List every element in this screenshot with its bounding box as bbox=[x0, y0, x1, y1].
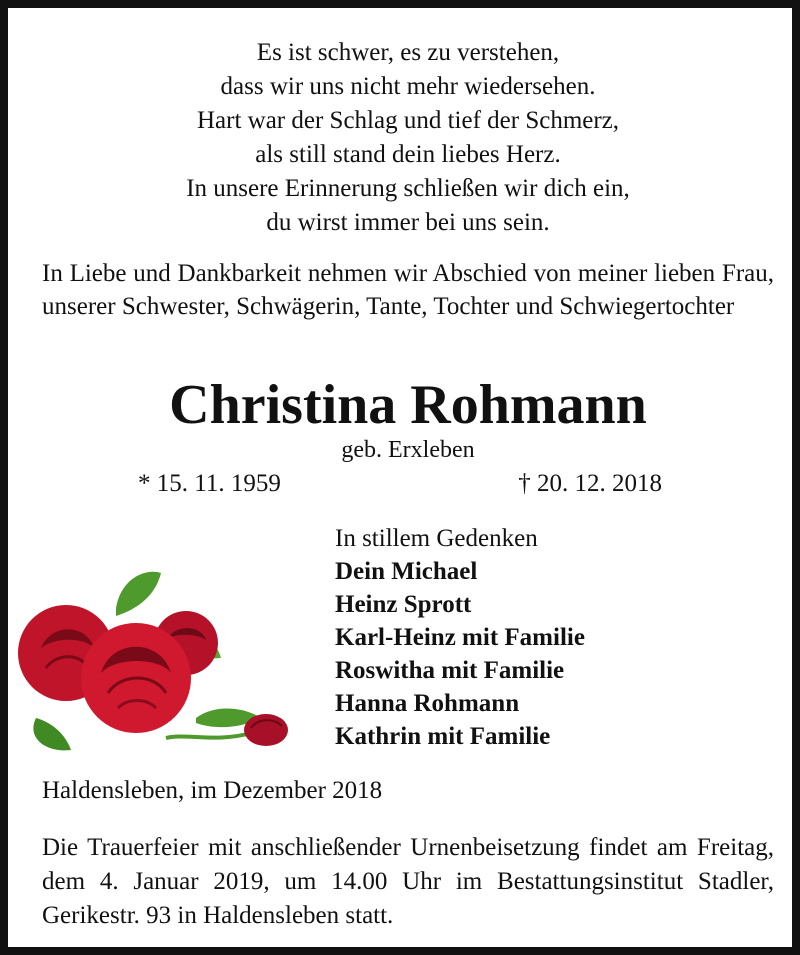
mourner-name: Hanna Rohmann bbox=[335, 690, 520, 717]
poem-line: du wirst immer bei uns sein. bbox=[266, 209, 550, 236]
deceased-name: Christina Rohmann bbox=[169, 374, 647, 436]
poem-line: In unsere Erinnerung schließen wir dich ein, bbox=[186, 175, 630, 202]
mourner-name: Heinz Sprott bbox=[335, 591, 472, 618]
mourners-list bbox=[335, 522, 585, 753]
poem bbox=[48, 36, 768, 240]
death-date: † 20. 12. 2018 bbox=[518, 470, 662, 497]
place-and-date: Haldensleben, im Dezember 2018 bbox=[42, 777, 383, 804]
poem-line: dass wir uns nicht mehr wiedersehen. bbox=[220, 73, 596, 100]
mourner-name: Roswitha mit Familie bbox=[335, 657, 565, 684]
mourner-name: Kathrin mit Familie bbox=[335, 723, 551, 750]
funeral-ceremony-info: Die Trauerfeier mit anschließender Urnenbeisetzung findet am Freitag, dem 4. Januar 2019, um 14.00 Uhr im Bestattungsinstitut Stadler, Gerikestr. 93 in Haldensleben statt. bbox=[42, 834, 774, 929]
farewell-intro: In Liebe und Dankbarkeit nehmen wir Abschied von meiner lieben Frau, unserer Schwester, Schwägerin, Tante, Tochter und Schwiegertochter bbox=[42, 260, 774, 320]
mourners-heading: In stillem Gedenken bbox=[335, 525, 538, 552]
mourner-name: Dein Michael bbox=[335, 558, 478, 585]
mourner-name: Karl-Heinz mit Familie bbox=[335, 624, 585, 651]
red-roses-icon bbox=[16, 568, 298, 758]
poem-line: Es ist schwer, es zu verstehen, bbox=[256, 39, 560, 66]
birth-date: * 15. 11. 1959 bbox=[138, 470, 281, 497]
maiden-name: geb. Erxleben bbox=[341, 437, 475, 463]
poem-line: Hart war der Schlag und tief der Schmerz, bbox=[196, 107, 620, 134]
poem-line: als still stand dein liebes Herz. bbox=[255, 141, 561, 168]
